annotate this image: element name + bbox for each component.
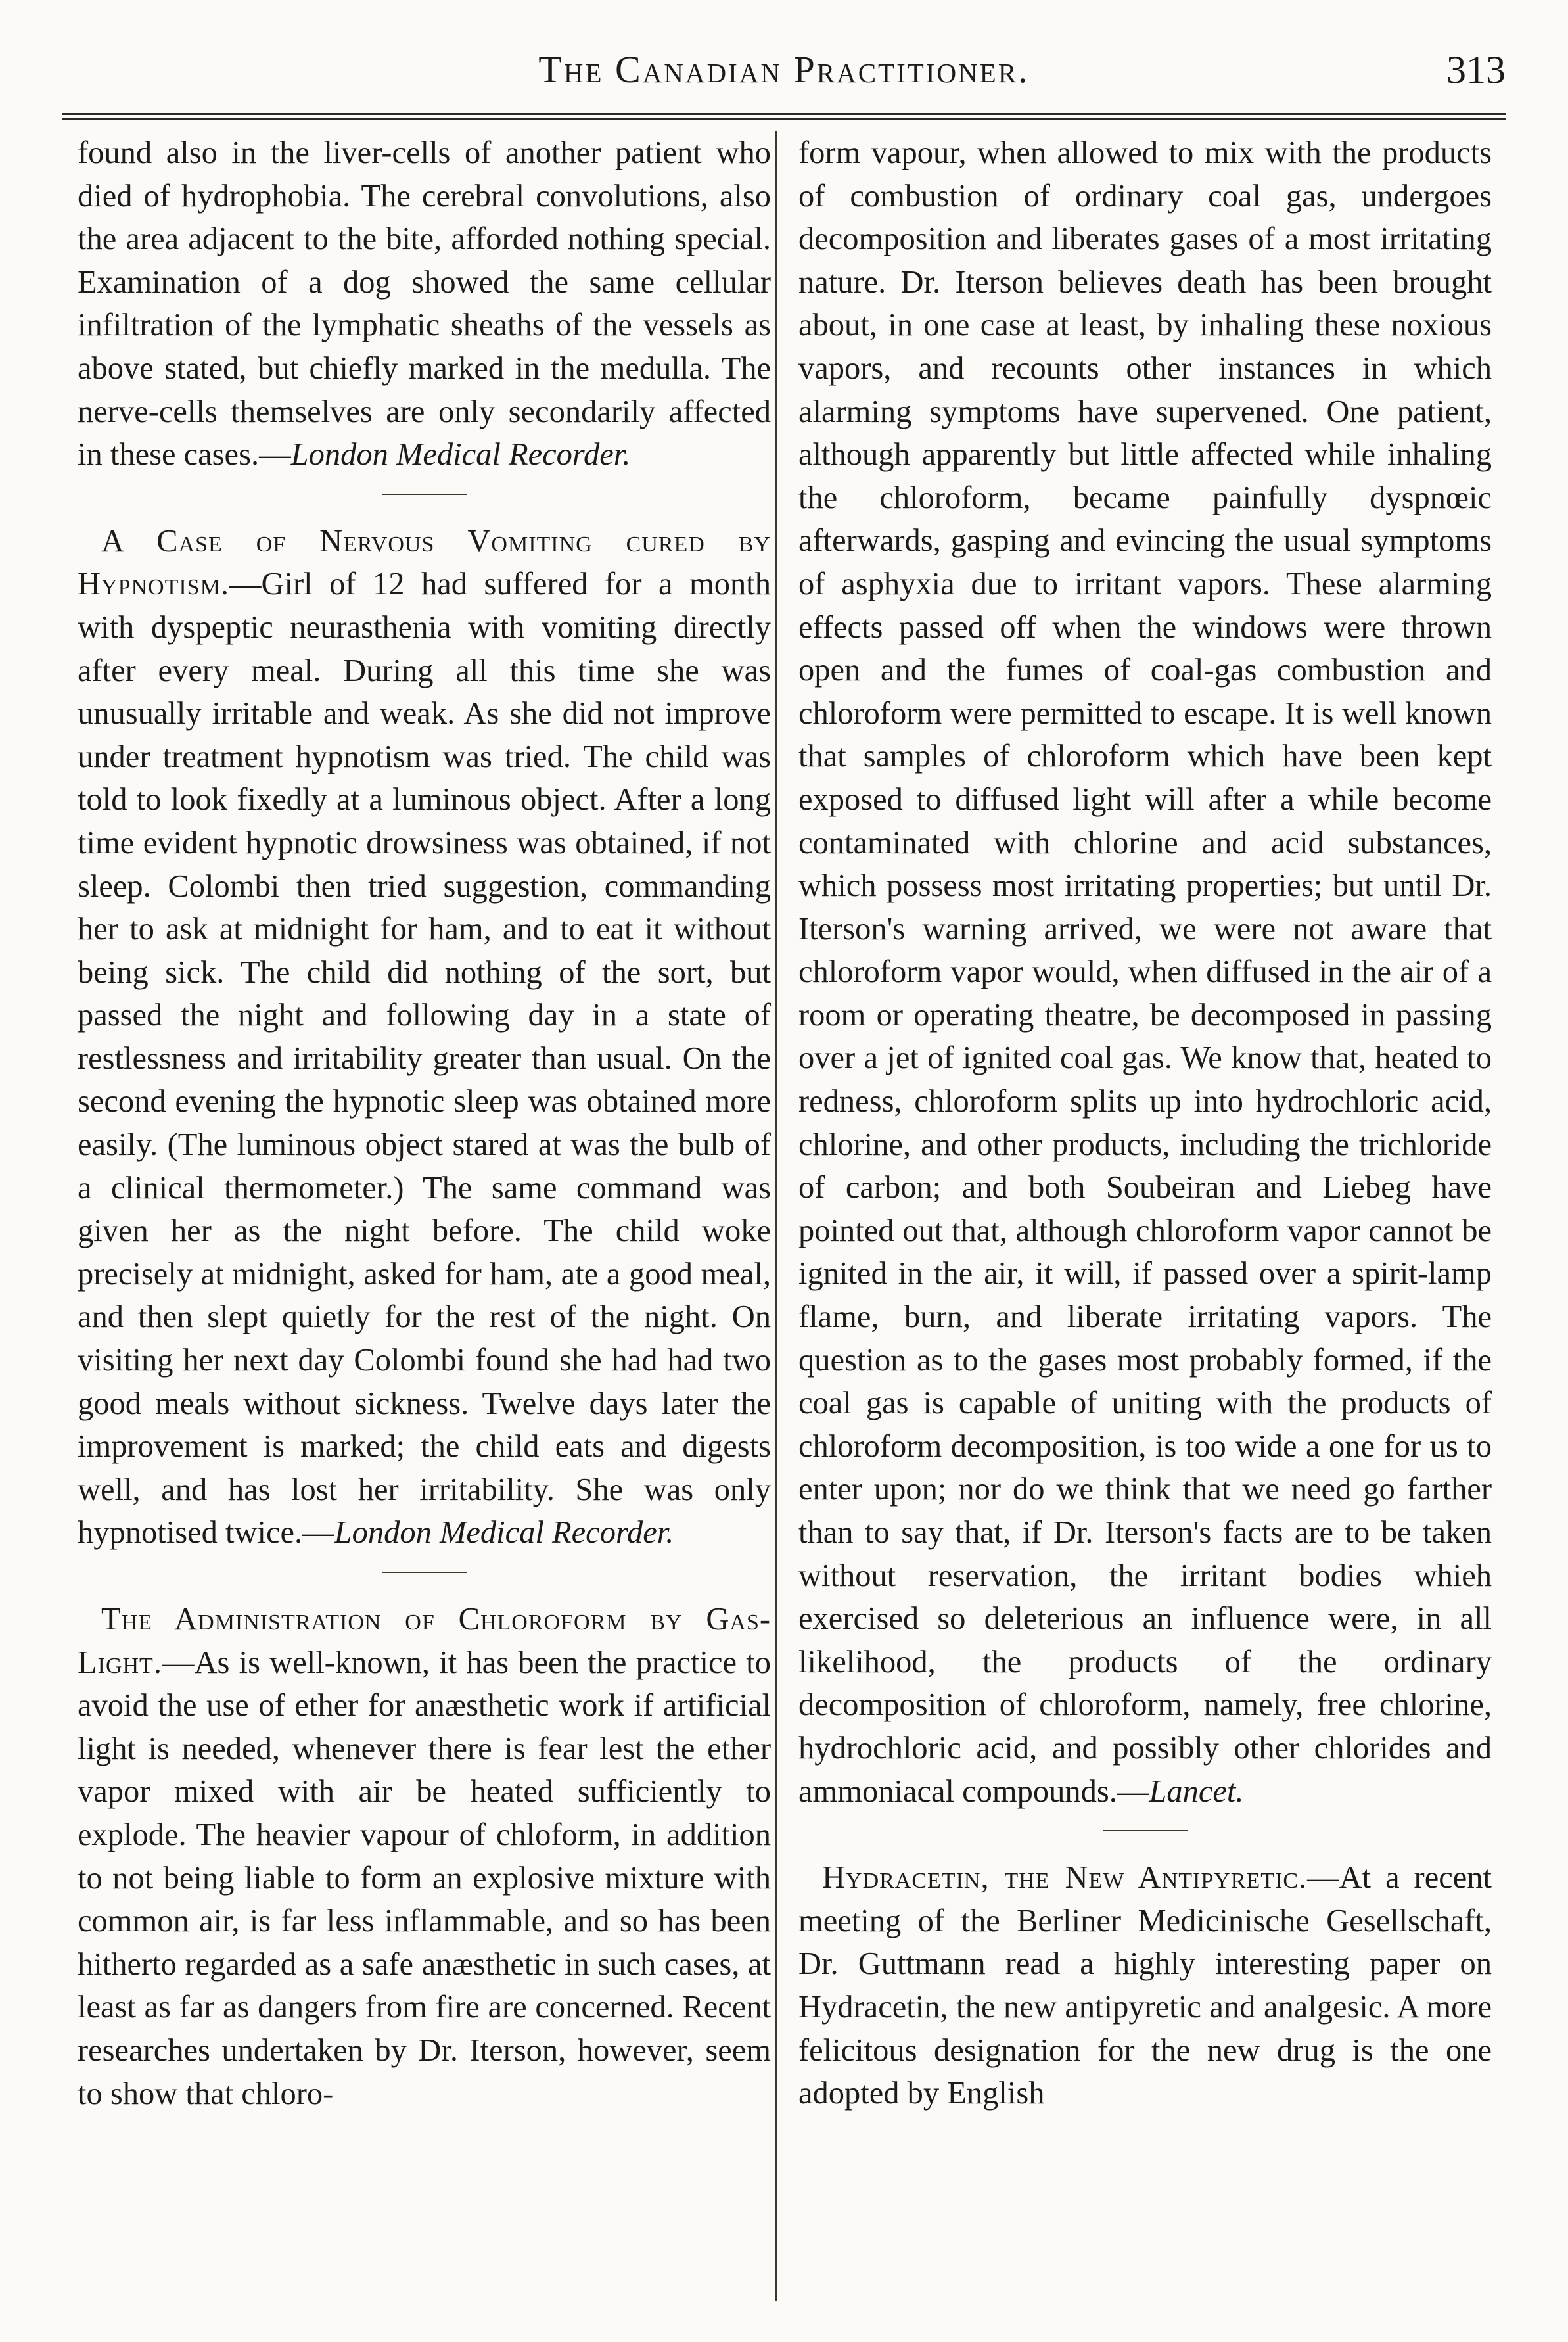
header-rule-thin [62,118,1506,120]
article-hydracetin [798,1856,1492,2115]
article-chloroform-gaslight [78,1598,771,2115]
header-rule-thick [62,113,1506,115]
continued-paragraph-left [78,131,771,477]
continued-text: found also in the liver-cells of another patient who died of hydrophobia. The cerebral convolutions, also the area adjacent to the bite, afforded nothing special. Examination of a dog showed the same cellular infiltration of the lymphatic sheaths of the vessels as above stated, but chiefly marked in the medulla. The nerve-cells themselves are only secondarily affected in these cases.— [78,135,771,473]
left-column [78,131,771,2115]
article-separator [1103,1830,1188,1831]
right-column [798,131,1492,2115]
article-body: —As is well-known, it has been the practice to avoid the use of ether for anæsthetic work if artificial light is needed, whenever there is fear lest the ether vapor mixed with air be heated sufficiently to explode. The heavier vapour of chloform, in addition to not being liable to form an explosive mixture with common air, is far less inflammable, and so has been hitherto regarded as a safe anæsthetic in such cases, at least as far as dangers from fire are concerned. Recent researches undertaken by Dr. Iterson, however, seem to show that chloro- [78,1645,771,2111]
article-separator [382,1572,467,1573]
article-separator [382,494,467,495]
column-divider [775,131,777,2301]
continued-paragraph-right [798,131,1492,1813]
continued-text: form vapour, when allowed to mix with the products of combustion of ordinary coal gas, undergoes decomposition and liberates gases of a most irritating nature. Dr. Iterson believes death has been brought about, in one case at least, by inhaling these noxious vapors, and recounts other instances in which alarming symptoms have supervened. One patient, although apparently but little affected while inhaling the chloroform, became painfully dyspnœic afterwards, gasping and evincing the usual symptoms of asphyxia due to irritant vapors. These alarming effects passed off when the windows were thrown open and the fumes of coal-gas combustion and chloroform were permitted to escape. It is well known that samples of chloroform which have been kept exposed to diffused light will after a while become contaminated with chlorine and acid substances, which possess most irritating properties; but until Dr. Iterson's warning arrived, we were not aware that chloroform vapor would, when diffused in the air of a room or operating theatre, be decomposed in passing over a jet of ignited coal gas. We know that, heated to redness, chloroform splits up into hydrochloric acid, chlorine, and other products, including the trichloride of carbon; and both Soubeiran and Liebeg have pointed out that, although chloroform vapor cannot be ignited in the air, it will, if passed over a spirit-lamp flame, burn, and liberate irritating vapors. The question as to the gases most probably formed, if the coal gas is capable of uniting with the products of chloroform decomposition, is too wide a one for us to enter upon; nor do we think that we need go farther than to say that, if Dr. Iterson's facts are to be taken without reservation, the irritant bodies whieh exercised so deleterious an influence were, in all likelihood, the products of the ordinary decomposition of chloroform, namely, free chlorine, hydrochloric acid, and possibly other chlorides and ammoniacal compounds.— [798,135,1492,1809]
page-number: 313 [1446,48,1506,91]
article-body: —Girl of 12 had suffered for a month with dyspeptic neurasthenia with vomiting directly after every meal. During all this time she was unusually irritable and weak. As she did not improve under treatment hypnotism was tried. The child was told to look fixedly at a luminous object. After a long time evident hypnotic drowsiness was obtained, if not sleep. Colombi then tried suggestion, commanding her to ask at midnight for ham, and to eat it without being sick. The child did nothing of the sort, but passed the night and following day in a state of restlessness and irritability greater than usual. On the second evening the hypnotic sleep was obtained more easily. (The luminous object stared at was the bulb of a clinical thermometer.) The same command was given her as the night before. The child woke precisely at midnight, asked for ham, ate a good meal, and then slept quietly for the rest of the night. On visiting her next day Colombi found she had had two good meals without sickness. Twelve days later the improvement is marked; the child eats and digests well, and has lost her irritability. She was only hypnotised twice.— [78,567,771,1551]
article-heading: Hydracetin, the New Antipyretic. [822,1860,1308,1896]
source-citation: Lancet. [1149,1773,1244,1809]
running-head [0,47,1568,100]
article-nervous-vomiting [78,520,771,1555]
source-citation: London Medical Recorder. [334,1515,674,1551]
source-citation: London Medical Recorder. [290,437,631,473]
article-body: —At a recent meeting of the Berliner Medicinische Gesellschaft, Dr. Guttmann read a highly interesting paper on Hydracetin, the new antipyretic and analgesic. A more felicitous designation for the new drug is the one adopted by English [798,1860,1492,2111]
running-title: The Canadian Practitioner. [538,48,1030,91]
article-heading: The Administration of Chloroform by Gas-Light. [78,1602,771,1680]
article-heading: A Case of Nervous Vomiting cured by Hypnotism. [78,523,771,602]
